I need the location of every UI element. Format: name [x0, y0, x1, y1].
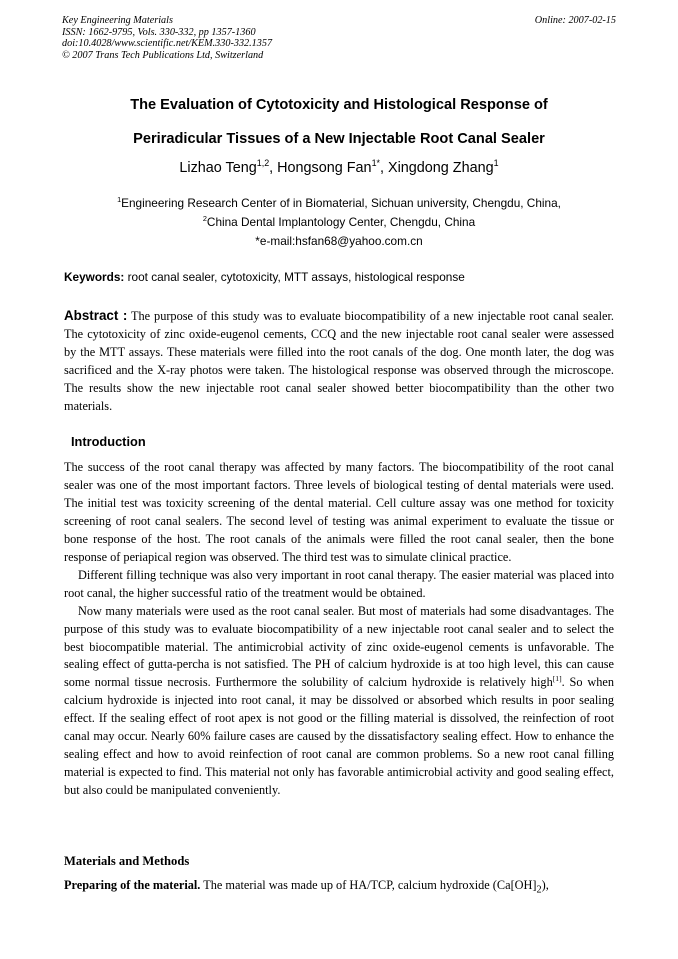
- abstract-label: Abstract :: [64, 308, 128, 323]
- keywords-text: root canal sealer, cytotoxicity, MTT assays, histological response: [124, 270, 465, 284]
- prep-subscript: 2: [536, 884, 542, 896]
- affiliation-2: [64, 213, 614, 232]
- keywords-label: Keywords:: [64, 270, 125, 284]
- intro-paragraph-1: The success of the root canal therapy was affected by many factors. The biocompatibility of the root canal sealer was one of the most important factors. Three levels of biological testing of dental materials were used. The initial test was toxicity screening of the dental material. Cell culture assay was one method for toxicity screening of root canal sealers. The second level of testing was animal experiment to evaluate the tissue or bone response of the host. The root canals of the animals were filled the root canal sealer, then the bone response of periapical region was observed. The third test was to simulate clinical practice.: [64, 460, 614, 564]
- author-list: [64, 158, 614, 178]
- copyright-line: © 2007 Trans Tech Publications Ltd, Switzerland: [62, 49, 264, 61]
- prep-label: Preparing of the material.: [64, 878, 201, 892]
- paper-title: [64, 88, 614, 156]
- title-line-1: The Evaluation of Cytotoxicity and Histological Response of: [130, 97, 548, 113]
- intro-paragraph-3: [64, 603, 614, 800]
- intro-paragraph-2: Different filling technique was also very important in root canal therapy. The easier material was placed into root canal, the higher successful ratio of the treatment would be obtained.: [64, 567, 614, 600]
- issn-line: ISSN: 1662-9795, Vols. 330-332, pp 1357-1360: [62, 26, 256, 38]
- title-line-2: Periradicular Tissues of a New Injectable Root Canal Sealer: [133, 131, 545, 147]
- author-1-affil: 1,2: [256, 158, 270, 169]
- author-2-affil: 1*: [371, 158, 380, 169]
- affiliation-1-mark: 1: [117, 195, 122, 205]
- citation-ref[interactable]: [1]: [552, 674, 562, 684]
- keywords: [64, 269, 614, 285]
- prep-text-a: The material was made up of HA/TCP, calcium hydroxide (Ca[OH]: [200, 878, 537, 892]
- author-separator: ,: [269, 160, 278, 176]
- affiliation-2-mark: 2: [202, 214, 207, 224]
- doi-line[interactable]: doi:10.4028/www.scientific.net/KEM.330-332.1357: [62, 38, 273, 50]
- journal-header: [62, 15, 616, 61]
- prep-text-b: ),: [541, 878, 549, 892]
- journal-name: Key Engineering Materials: [62, 15, 173, 26]
- affiliation-1-text: Engineering Research Center of in Biomaterial, Sichuan university, Chengdu, China,: [121, 196, 561, 210]
- abstract: [64, 307, 614, 415]
- intro-paragraph-3-part-b: . So when calcium hydroxide is injected into root canal, it may be dissolved or absorbed which results in poor sealing effect. If the sealing effect of root apex is not good or the filling material is dissolved, the reinfection of root canal may occur. Nearly 60% failure cases are caused by the dissatisfactory sealing effect. How to enhance the sealing effect and how to avoid reinfection of root canal are common problems. So a new root canal filling material is expected to find. This material not only has favorable antimicrobial activity and good sealing effect, but also could be manipulated conveniently.: [64, 675, 614, 798]
- online-date: Online: 2007-02-15: [534, 15, 616, 26]
- section-heading-introduction: Introduction: [71, 434, 146, 449]
- abstract-text: The purpose of this study was to evaluate biocompatibility of a new injectable root canal sealer. The cytotoxicity of zinc oxide-eugenol cements, CCQ and the new injectable root canal sealer were assessed by the MTT assays. These materials were filled into the root canals of the dog. One month later, the dog was sacrificed and the X-ray photos were taken. The histological response was observed through the microscope. The results show the new injectable root canal sealer showed better biocompatibility than the other two materials.: [64, 309, 614, 413]
- section-heading-methods: Materials and Methods: [64, 854, 190, 868]
- methods-paragraph: [64, 877, 614, 899]
- affiliation-2-text: China Dental Implantology Center, Chengdu, China: [206, 215, 476, 229]
- affiliations: [64, 194, 614, 251]
- author-3-affil: 1: [493, 158, 499, 169]
- author-3: Xingdong Zhang: [387, 160, 494, 176]
- contact-email[interactable]: *e-mail:hsfan68@yahoo.com.cn: [255, 234, 423, 248]
- author-2: Hongsong Fan: [277, 160, 372, 176]
- author-1: Lizhao Teng: [179, 160, 257, 176]
- introduction-body: [64, 459, 614, 800]
- affiliation-1: [64, 194, 614, 213]
- intro-paragraph-3-part-a: Now many materials were used as the root canal sealer. But most of materials had some disadvantages. The purpose of this study was to evaluate biocompatibility of a new injectable root canal sealer and to select the best biocompatible material. The antimicrobial activity of zinc oxide-eugenol cements is unfavorable. The sealing effect of gutta-percha is not satisfied. The PH of calcium hydroxide is at too high level, this can cause some normal tissue necrosis. Furthermore the solubility of calcium hydroxide is relatively high: [64, 603, 614, 690]
- author-separator: ,: [379, 160, 388, 176]
